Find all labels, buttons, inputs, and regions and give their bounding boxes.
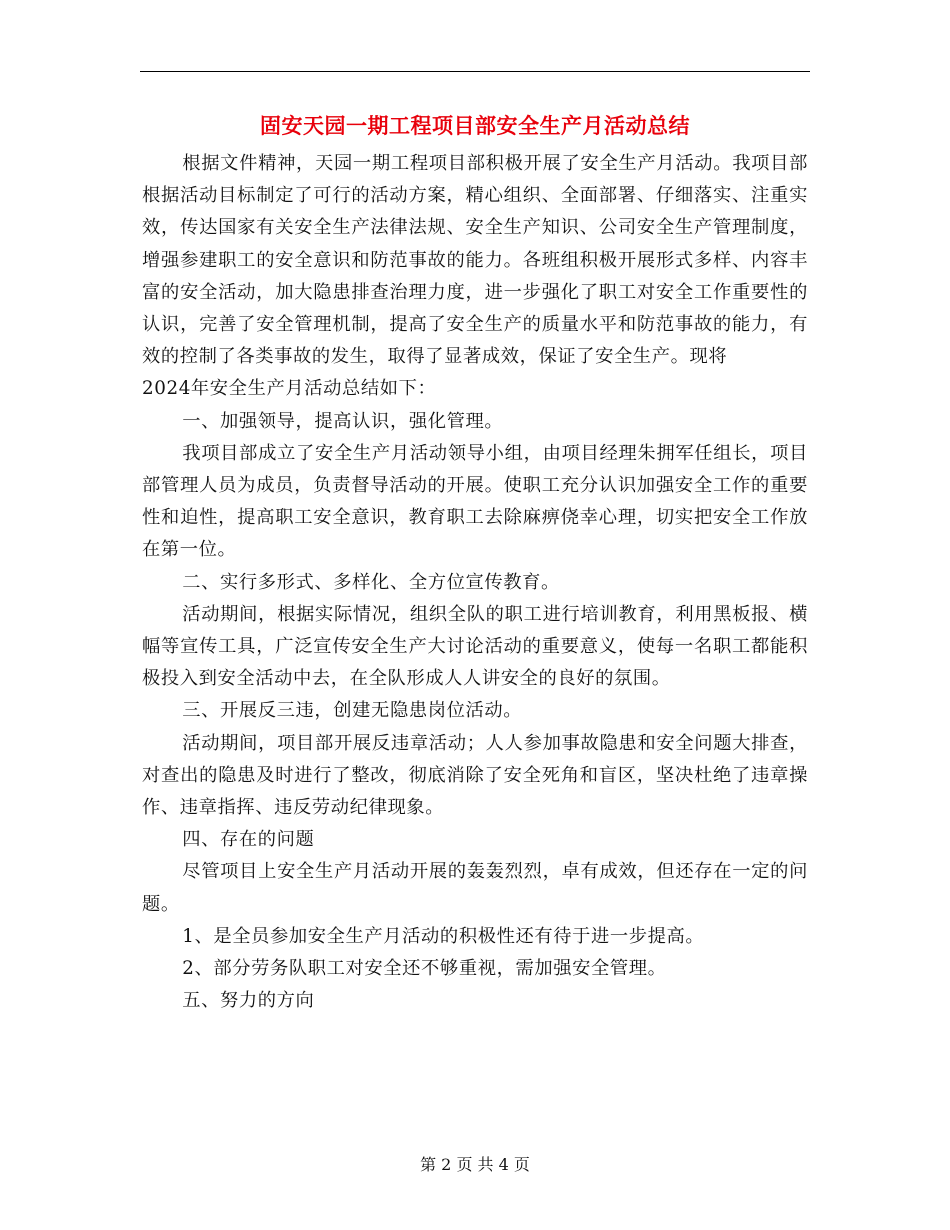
paragraph-section-3: 活动期间，项目部开展反违章活动；人人参加事故隐患和安全问题大排查，对查出的隐患及时进行了整改，彻底消除了安全死角和盲区，坚决杜绝了违章操作、违章指挥、违反劳动纪律现象。 <box>142 732 808 819</box>
paragraph-section-4: 尽管项目上安全生产月活动开展的轰轰烈烈，卓有成效，但还存在一定的问题。 <box>142 861 808 915</box>
paragraph-intro-continued: 2024年安全生产月活动总结如下： <box>142 378 437 400</box>
section-heading-3: 三、开展反三违，创建无隐患岗位活动。 <box>182 700 523 722</box>
list-item-problem-2: 2、部分劳务队职工对安全还不够重视，需加强安全管理。 <box>182 958 667 980</box>
header-rule <box>140 71 810 72</box>
paragraph-intro: 根据文件精神，天园一期工程项目部积极开展了安全生产月活动。我项目部根据活动目标制定了可行的活动方案，精心组织、全面部署、仔细落实、注重实效，传达国家有关安全生产法律法规、安全生产知识、公司安全生产管理制度，增强参建职工的安全意识和防范事故的能力。各班组积极开展形式多样、内容丰富的安全活动，加大隐患排查治理力度，进一步强化了职工对安全工作重要性的认识，完善了安全管理机制，提高了安全生产的质量水平和防范事故的能力，有效的控制了各类事故的发生，取得了显著成效，保证了安全生产。现将 <box>142 153 808 368</box>
paragraph-section-1: 我项目部成立了安全生产月活动领导小组，由项目经理朱拥军任组长，项目部管理人员为成员，负责督导活动的开展。使职工充分认识加强安全工作的重要性和迫性，提高职工安全意识，教育职工去除麻痹侥幸心理，切实把安全工作放在第一位。 <box>142 442 808 561</box>
document-title: 固安天园一期工程项目部安全生产月活动总结 <box>260 114 690 138</box>
section-heading-1: 一、加强领导，提高认识，强化管理。 <box>182 410 504 432</box>
section-heading-5: 五、努力的方向 <box>182 990 315 1012</box>
paragraph-section-2: 活动期间，根据实际情况，组织全队的职工进行培训教育，利用黑板报、横幅等宣传工具，广泛宣传安全生产大讨论活动的重要意义，使每一名职工都能积极投入到安全活动中去，在全队形成人人讲安全的良好的氛围。 <box>142 603 808 690</box>
section-heading-2: 二、实行多形式、多样化、全方位宣传教育。 <box>182 571 560 593</box>
page-number-footer: 第 2 页 共 4 页 <box>420 1155 530 1174</box>
section-heading-4: 四、存在的问题 <box>182 829 315 851</box>
document-body <box>142 148 808 1017</box>
list-item-problem-1: 1、是全员参加安全生产月活动的积极性还有待于进一步提高。 <box>182 925 705 947</box>
